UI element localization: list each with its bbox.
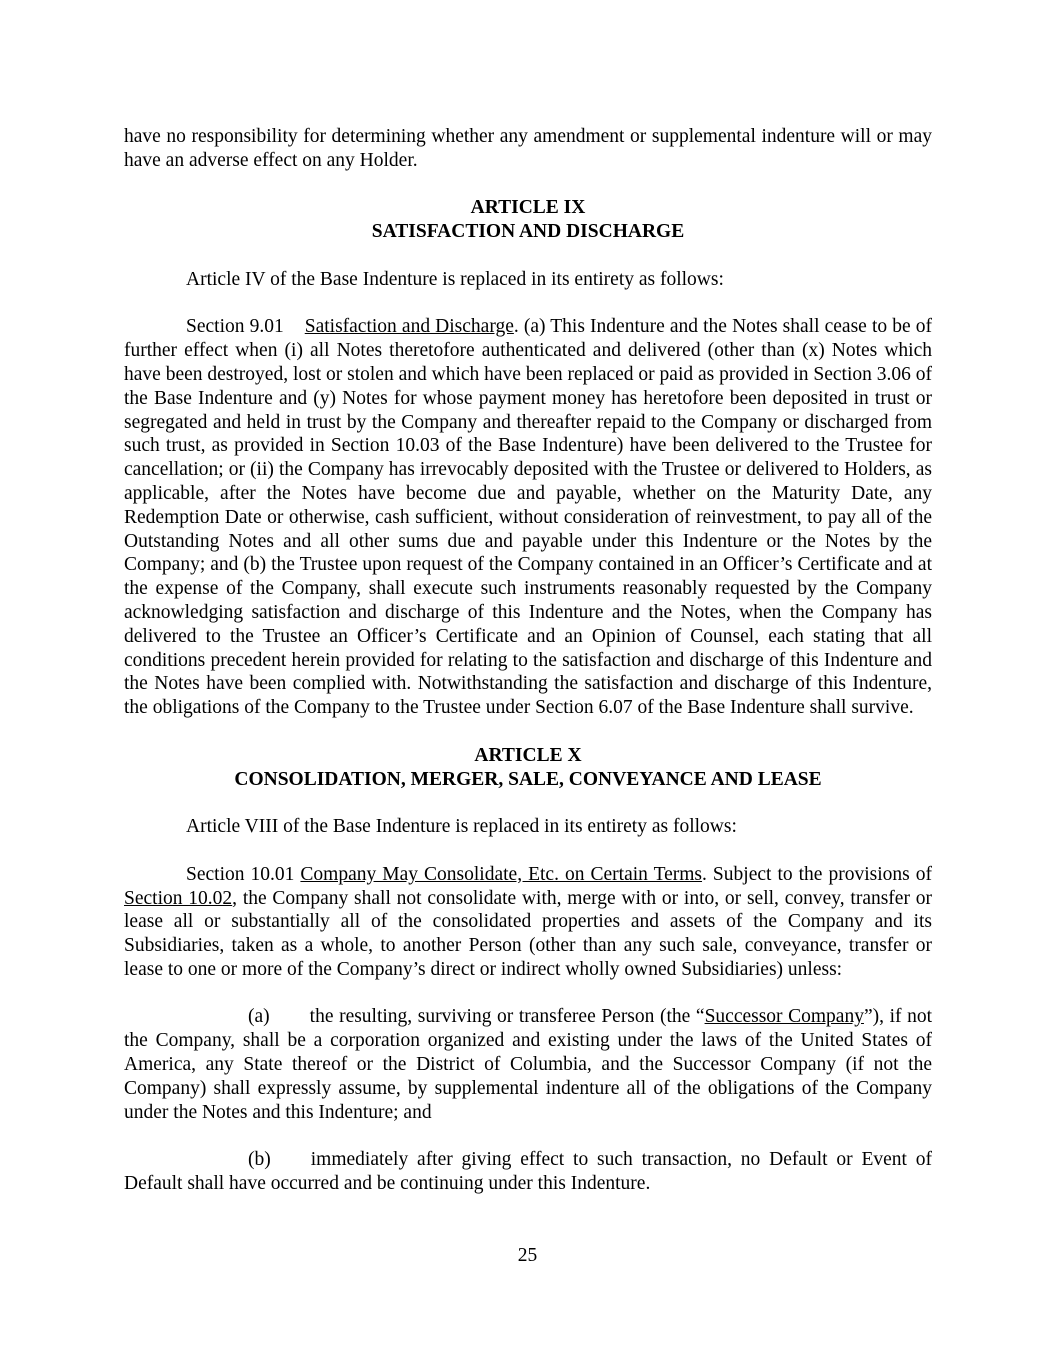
section-9-01-title: Satisfaction and Discharge — [304, 316, 514, 338]
section-9-01-paragraph — [124, 315, 932, 720]
clause-b-paragraph — [124, 1148, 932, 1196]
clause-a-paragraph — [124, 1005, 932, 1124]
clause-b-label: (b) — [248, 1149, 271, 1171]
clause-b-text: immediately after giving effect to such transaction, no Default or Event of Default shall have occurred and be continuing under this Indenture. — [124, 1149, 932, 1195]
section-10-01-paragraph — [124, 863, 932, 982]
section-10-01-title: Company May Consolidate, Etc. on Certain Terms — [300, 863, 703, 885]
article-x-intro: Article VIII of the Base Indenture is replaced in its entirety as follows: — [186, 816, 737, 838]
document-page — [124, 125, 932, 1196]
section-9-01-number: Section 9.01 — [186, 316, 284, 338]
section-9-01-body: . (a) This Indenture and the Notes shall cease to be of further effect when (i) all Notes theretofore authenticated and delivered (other than (x) Notes which have been destroyed, lost or stolen and which have been replaced or paid as provided in Section 3.06 of the Base Indenture and (y) Notes for whose payment money has heretofore been deposited in trust or segregated and held in trust by the Company and thereafter repaid to the Company or discharged from such trust, as provided in Section 10.03 of the Base Indenture) have been delivered to the Trustee for cancellation; or (ii) the Company has irrevocably deposited with the Trustee or delivered to Holders, as applicable, after the Notes have become due and payable, whether on the Maturity Date, any Redemption Date or otherwise, cash sufficient, without consideration of reinvestment, to pay all of the Outstanding Notes and all other sums due and payable under this Indenture or the Notes by the Company; and (b) the Trustee upon request of the Company contained in an Officer’s Certificate and at the expense of the Company, shall execute such instruments reasonably requested by the Company acknowledging satisfaction and discharge of this Indenture and the Notes, when the Company has delivered to the Trustee an Officer’s Certificate and an Opinion of Counsel, each stating that all conditions precedent herein provided for relating to the satisfaction and discharge of this Indenture and the Notes have been complied with. Notwithstanding the satisfaction and discharge of this Indenture, the obligations of the Company to the Trustee under Section 6.07 of the Base Indenture shall survive. — [124, 316, 932, 719]
section-10-01-body-a: . Subject to the provisions of — [702, 863, 933, 885]
section-10-01-body-b: , the Company shall not consolidate with, merge with or into, or sell, convey, transfer or lease all or substantially all of the consolidated properties and assets of the Company and its Subsidiaries, taken as a whole, to another Person (other than any such sale, conveyance, transfer or lease to one or more of the Company’s direct or indirect wholly owned Subsidiaries) unless: — [124, 887, 932, 980]
section-10-01-number: Section 10.01 — [186, 863, 295, 885]
article-ix-number: ARTICLE IX — [470, 197, 586, 219]
article-x-number: ARTICLE X — [474, 744, 582, 766]
article-x-heading — [124, 744, 932, 792]
article-x-title: CONSOLIDATION, MERGER, SALE, CONVEYANCE AND LEASE — [234, 768, 822, 790]
section-10-02-reference: Section 10.02 — [124, 887, 233, 909]
article-ix-title: SATISFACTION AND DISCHARGE — [371, 221, 685, 243]
continuation-paragraph: have no responsibility for determining whether any amendment or supplemental indenture will or may have an adverse effect on any Holder. — [124, 126, 932, 171]
article-ix-heading — [124, 196, 932, 244]
successor-company-term: Successor Company — [704, 1006, 864, 1028]
page-number: 25 — [517, 1245, 538, 1266]
clause-a-label: (a) — [248, 1006, 270, 1028]
article-ix-intro: Article IV of the Base Indenture is replaced in its entirety as follows: — [186, 268, 724, 290]
clause-a-text-post: ”), if not the Company, shall be a corporation organized and existing under the laws of the United States of America, any State thereof or the District of Columbia, and the Successor Company (if not the Company) shall expressly assume, by supplemental indenture all of the obligations of the Company under the Notes and this Indenture; and — [124, 1006, 933, 1123]
clause-a-text-pre: the resulting, surviving or transferee Person (the “ — [309, 1006, 705, 1028]
